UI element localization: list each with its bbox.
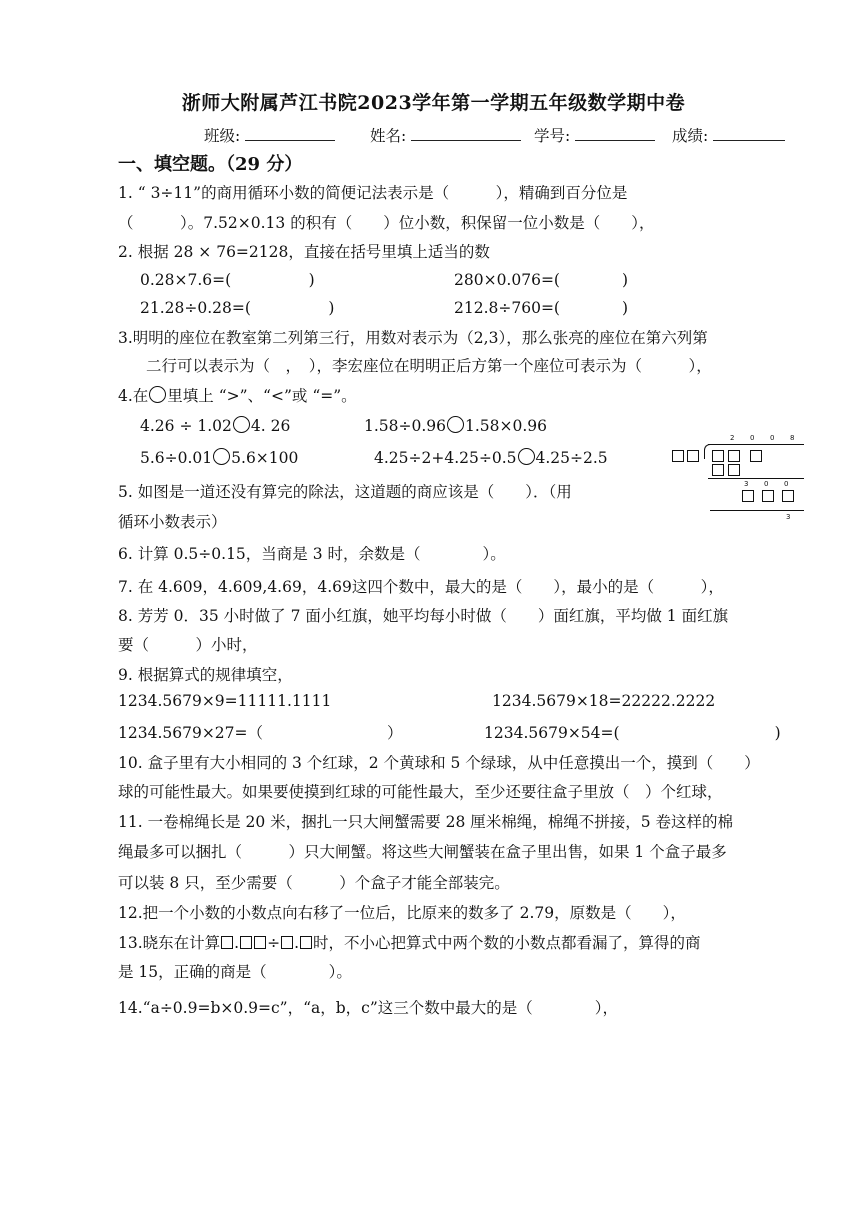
question-9-text: 9. 根据算式的规律填空， bbox=[118, 666, 293, 684]
question-11-line-3: 可以装 8 只，至少需要（ ）个盒子才能全部装完。 bbox=[118, 874, 510, 892]
final-remainder: 3 bbox=[786, 513, 791, 521]
question-11-line-1: 11. 一卷棉绳长是 20 米，捆扎一只大闸蟹需要 28 厘米棉绳，棉绳不拼接，5 卷这样的棉 bbox=[118, 813, 734, 831]
question-10-line-2: 球的可能性最大。如果要使摸到红球的可能性最大，至少还要往盒子里放（ ）个红球， bbox=[118, 783, 723, 801]
question-5-line-1: 5. 如图是一道还没有算完的除法，这道题的商应该是（ ）．（用 bbox=[118, 483, 572, 501]
question-1-line-1: 1. “ 3÷11”的商用循环小数的简便记法表示是（ ），精确到百分位是 bbox=[118, 184, 628, 202]
divisor-box-1 bbox=[672, 450, 684, 462]
compare-circle-d[interactable] bbox=[518, 448, 535, 465]
compare-circle-a[interactable] bbox=[233, 416, 250, 433]
compare-circle-c[interactable] bbox=[213, 448, 230, 465]
id-field bbox=[534, 124, 655, 146]
subtraction-line-1 bbox=[708, 478, 804, 479]
question-9-item-c: 1234.5679×27=（ ） bbox=[118, 724, 403, 742]
item-d-right: 4.25÷2.5 bbox=[535, 449, 608, 467]
class-blank[interactable] bbox=[245, 124, 335, 141]
class-label: 班级: bbox=[204, 127, 241, 145]
question-9-item-d: 1234.5679×54=( ) bbox=[484, 724, 781, 742]
question-8-line-1: 8. 芳芳 0．35 小时做了 7 面小红旗，她平均每小时做（ ）面红旗，平均做 1 面红旗 bbox=[118, 607, 729, 625]
question-7-text: 7. 在 4.609，4.609,4.69，4.69这四个数中，最大的是（ ），最小的是（ ）， bbox=[118, 578, 724, 596]
question-3-line-1: 3.明明的座位在教室第二列第三行，用数对表示为（2,3），那么张亮的座位在第六列第 bbox=[118, 329, 708, 347]
dividend-box-3 bbox=[750, 450, 762, 462]
id-blank[interactable] bbox=[575, 124, 655, 141]
question-2-item-b: 280×0.076=( ) bbox=[454, 271, 629, 289]
question-4-item-b bbox=[364, 416, 547, 435]
question-9-item-a: 1234.5679×9=11111.1111 bbox=[118, 692, 332, 710]
subtraction-line-2 bbox=[710, 510, 804, 511]
question-2-text: 2. 根据 28 × 76=2128，直接在括号里填上适当的数 bbox=[118, 243, 490, 261]
question-11-line-2: 绳最多可以捆扎（ ）只大闸蟹。将这些大闸蟹装在盒子里出售，如果 1 个盒子最多 bbox=[118, 843, 727, 861]
question-4-text bbox=[118, 384, 357, 406]
digit-box-icon bbox=[281, 936, 293, 949]
q13-divide: ÷ bbox=[267, 934, 281, 952]
item-b-right: 1.58×0.96 bbox=[465, 417, 548, 435]
quotient-digit-3: 0 bbox=[770, 434, 775, 442]
q13-suffix: 时，不小心把算式中两个数的小数点都看漏了，算得的商 bbox=[313, 934, 701, 952]
score-blank[interactable] bbox=[713, 124, 785, 141]
quotient-bar bbox=[708, 444, 804, 445]
step-box-1 bbox=[742, 490, 754, 502]
question-1-line-2: （ ）。7.52×0.13 的积有（ ）位小数，积保留一位小数是（ ）， bbox=[118, 214, 655, 232]
exam-title: 浙师大附属芦江书院2023学年第一学期五年级数学期中卷 bbox=[181, 92, 686, 114]
question-2-item-c: 21.28÷0.28=( ) bbox=[140, 299, 335, 317]
quotient-digit-4: 8 bbox=[790, 434, 795, 442]
digit-box-icon bbox=[221, 936, 233, 949]
q13-dot-2: . bbox=[294, 934, 300, 952]
score-label: 成绩: bbox=[672, 127, 709, 145]
question-6-text: 6. 计算 0.5÷0.15，当商是 3 时，余数是（ ）。 bbox=[118, 545, 506, 563]
divisor-box-2 bbox=[687, 450, 699, 462]
item-a-right: 4. 26 bbox=[250, 417, 291, 435]
item-a-left: 4.26 ÷ 1.02 bbox=[140, 417, 232, 435]
score-field bbox=[672, 124, 785, 146]
name-label: 姓名: bbox=[370, 127, 407, 145]
question-4-item-c bbox=[140, 448, 298, 467]
question-8-line-2: 要（ ）小时， bbox=[118, 636, 258, 654]
compare-circle-b[interactable] bbox=[447, 416, 464, 433]
remainder-digit-2: 0 bbox=[764, 480, 769, 488]
quotient-digit-2: 0 bbox=[750, 434, 755, 442]
question-5-line-2: 循环小数表示） bbox=[118, 513, 227, 531]
item-b-left: 1.58÷0.96 bbox=[364, 417, 447, 435]
question-12-text: 12.把一个小数的小数点向右移了一位后，比原来的数多了 2.79，原数是（ ）， bbox=[118, 904, 686, 922]
q13-dot-1: . bbox=[234, 934, 240, 952]
item-c-left: 5.6÷0.01 bbox=[140, 449, 213, 467]
question-4-suffix: 里填上 “>”、“<”或 “=”。 bbox=[167, 387, 357, 405]
step-box-2 bbox=[762, 490, 774, 502]
question-13-line-2: 是 15，正确的商是（ ）。 bbox=[118, 963, 352, 981]
question-10-line-1: 10. 盒子里有大小相同的 3 个红球，2 个黄球和 5 个绿球，从中任意摸出一个，摸到（ ） bbox=[118, 754, 760, 772]
id-label: 学号: bbox=[534, 127, 571, 145]
question-4-item-d bbox=[374, 448, 608, 467]
question-3-line-2: 二行可以表示为（ ， ），李宏座位在明明正后方第一个座位可表示为（ ）， bbox=[146, 357, 712, 375]
question-14-text: 14.“a÷0.9=b×0.9=c”，“a，b，c”这三个数中最大的是（ ）， bbox=[118, 999, 619, 1017]
dividend-box-1 bbox=[712, 450, 724, 462]
question-2-item-a: 0.28×7.6=( ) bbox=[140, 271, 315, 289]
circle-blank-icon bbox=[149, 386, 166, 403]
question-4-item-a bbox=[140, 416, 290, 435]
quotient-digit-1: 2 bbox=[730, 434, 735, 442]
item-d-left: 4.25÷2+4.25÷0.5 bbox=[374, 449, 517, 467]
digit-box-icon bbox=[300, 936, 312, 949]
question-13-line-1 bbox=[118, 931, 701, 953]
long-division-diagram bbox=[670, 434, 810, 524]
remainder-digit-1: 3 bbox=[744, 480, 749, 488]
name-blank[interactable] bbox=[411, 124, 521, 141]
step-box-3 bbox=[782, 490, 794, 502]
question-4-prefix: 4.在 bbox=[118, 387, 149, 405]
question-2-item-d: 212.8÷760=( ) bbox=[454, 299, 629, 317]
product-box-2 bbox=[728, 464, 740, 476]
product-box-1 bbox=[712, 464, 724, 476]
question-9-item-b: 1234.5679×18=22222.2222 bbox=[492, 692, 716, 710]
item-c-right: 5.6×100 bbox=[231, 449, 299, 467]
section-heading: 一、填空题。（29 分） bbox=[118, 154, 303, 175]
dividend-box-2 bbox=[728, 450, 740, 462]
name-field bbox=[370, 124, 521, 146]
digit-box-icon bbox=[240, 936, 252, 949]
remainder-digit-3: 0 bbox=[784, 480, 789, 488]
digit-box-icon bbox=[254, 936, 266, 949]
class-field bbox=[204, 124, 335, 146]
q13-prefix: 13.晓东在计算 bbox=[118, 934, 221, 952]
